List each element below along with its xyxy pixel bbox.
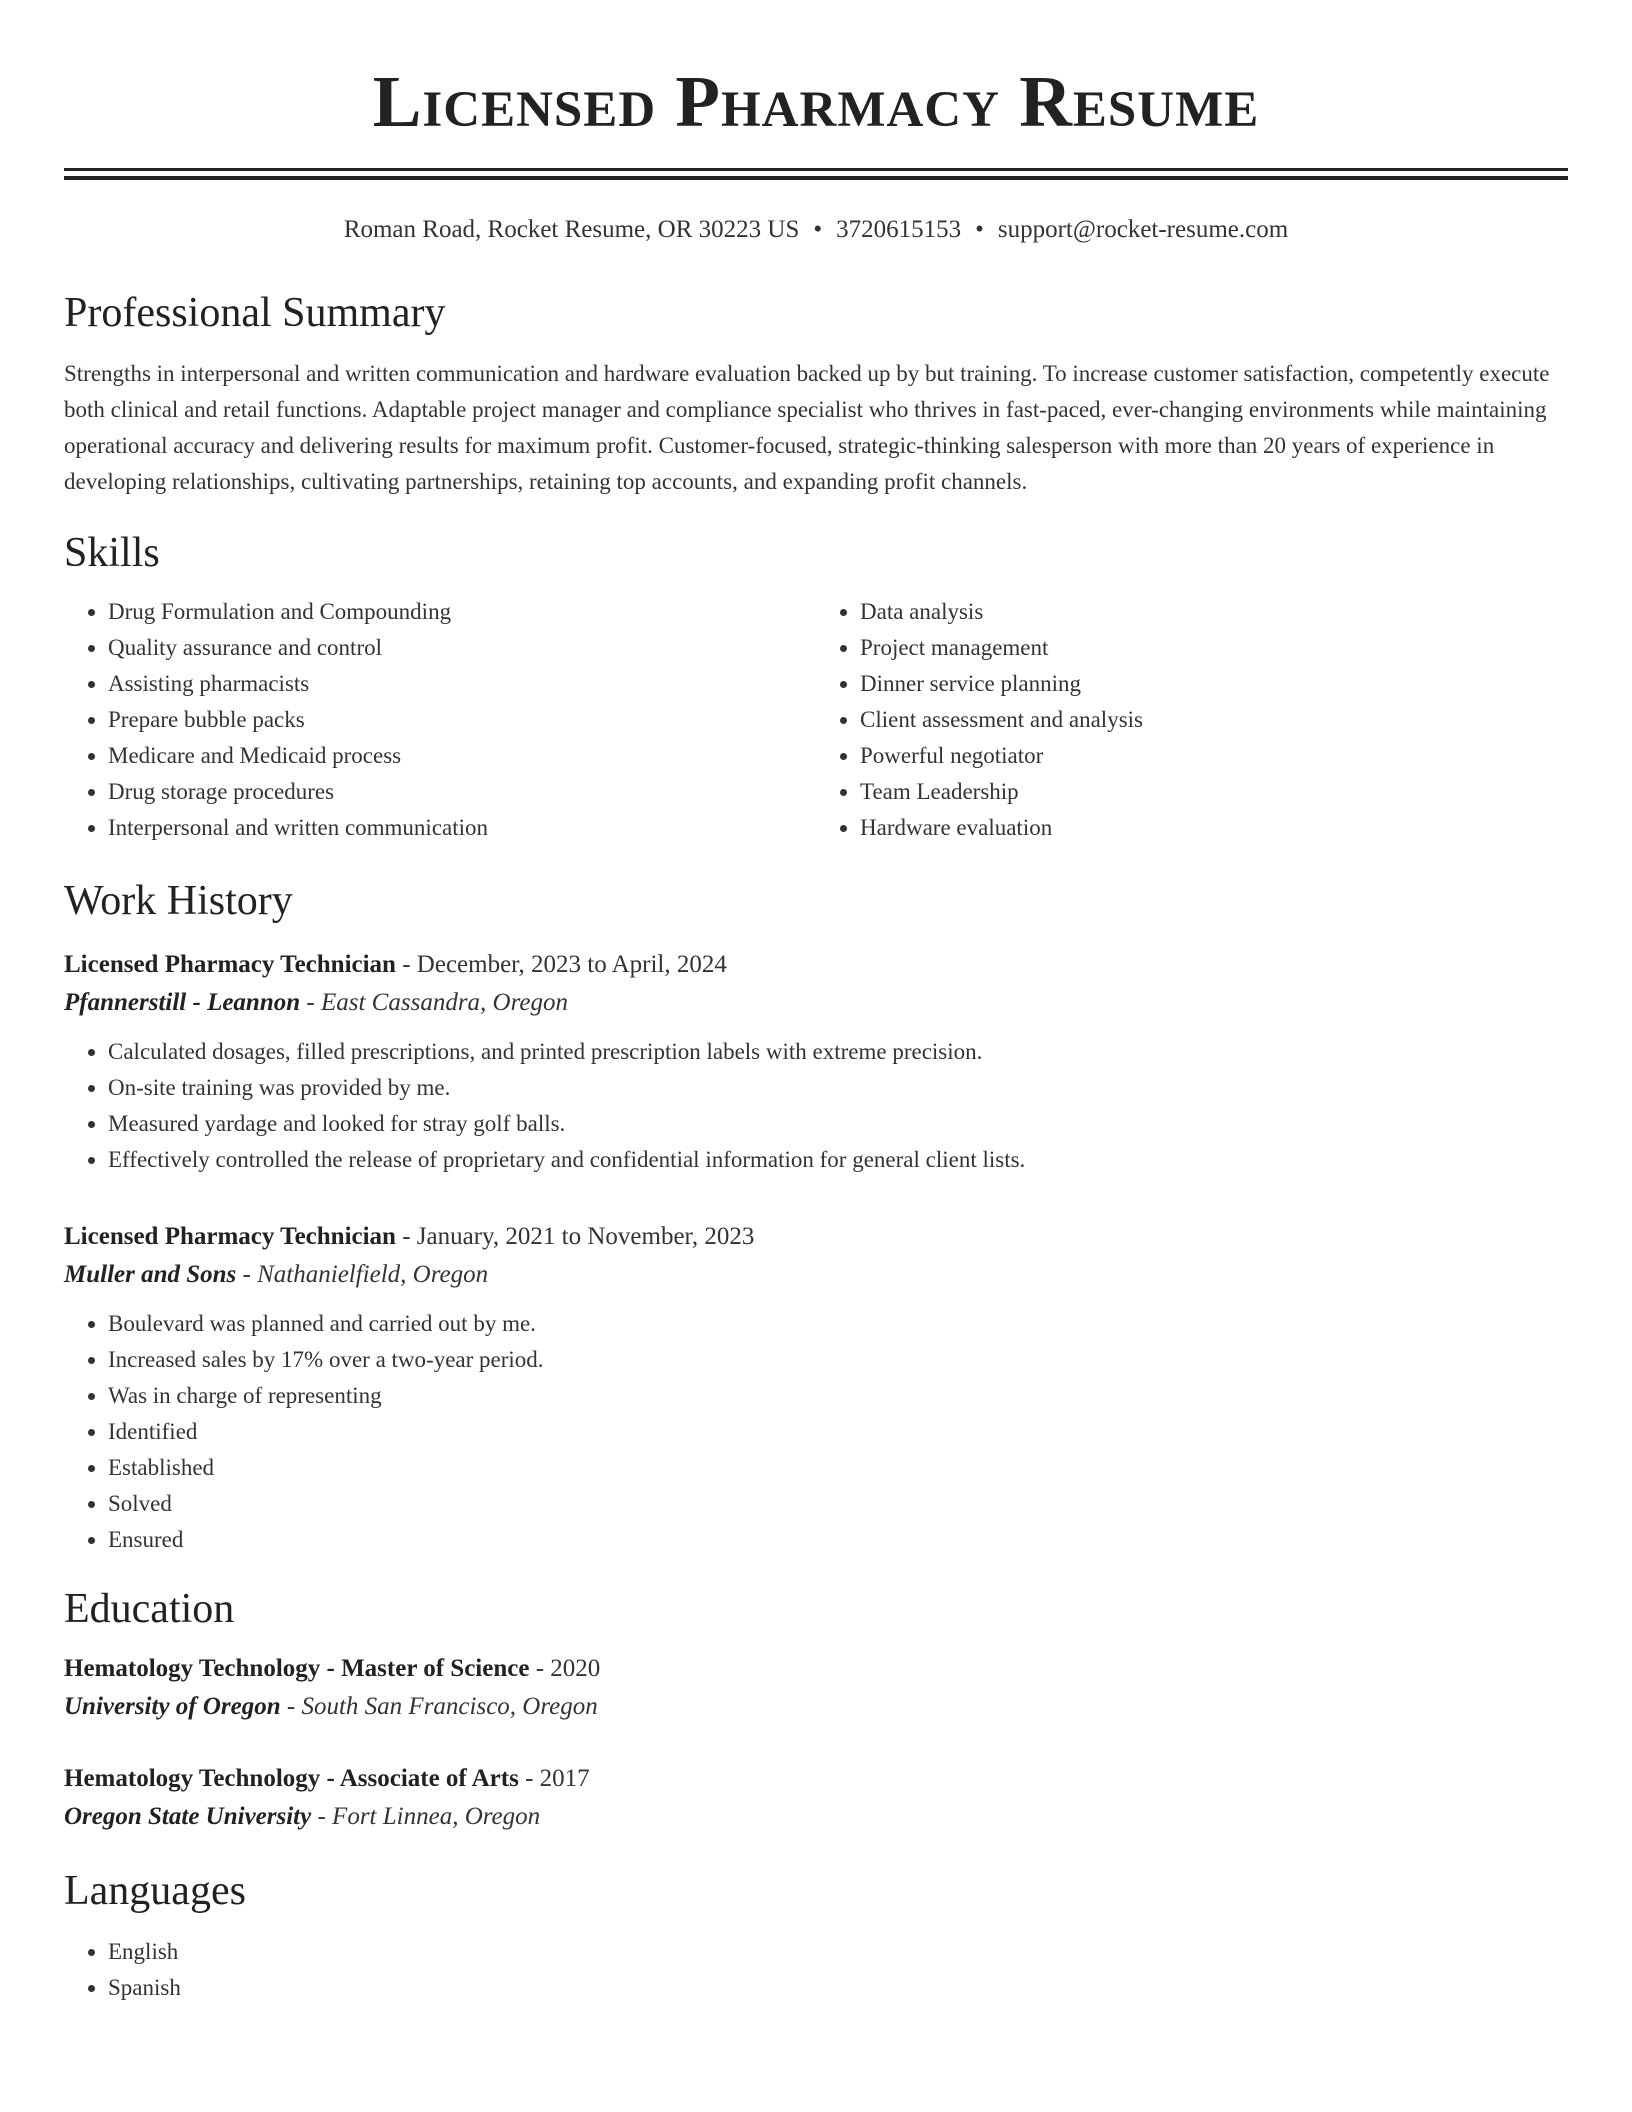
skill-item: • Interpersonal and written communication: [108, 810, 816, 846]
job-bullet: • Boulevard was planned and carried out by me.: [108, 1306, 1568, 1342]
summary-heading: Professional Summary: [64, 290, 446, 336]
skill-item: • Quality assurance and control: [108, 630, 816, 666]
skill-item: • Project management: [860, 630, 1568, 666]
job-company-line: [64, 984, 1568, 1022]
language-item: • English: [108, 1934, 1568, 1970]
dash: -: [529, 1655, 551, 1682]
languages-heading: Languages: [64, 1868, 246, 1914]
job-bullet: • Calculated dosages, filled prescriptions, and printed prescription labels with extreme precision.: [108, 1034, 1568, 1070]
job-title: Licensed Pharmacy Technician: [64, 951, 396, 978]
resume-title: Licensed Pharmacy Resume: [372, 61, 1260, 142]
dash: -: [395, 951, 417, 978]
education-school-line: [64, 1688, 1568, 1726]
job-location: Nathanielfield, Oregon: [257, 1261, 489, 1288]
job-company: Muller and Sons: [64, 1261, 237, 1288]
job-bullet: • Established: [108, 1450, 1568, 1486]
title-rule-top: [64, 168, 1568, 171]
education-year: 2020: [550, 1655, 601, 1682]
summary-text: Strengths in interpersonal and written communication and hardware evaluation backed up by but training. To increase customer satisfaction, competently execute both clinical and retail functions. Adaptable project manager and compliance specialist who thrives in fast-paced, ever-changing environments while maintaining operational accuracy and delivering results for maximum profit. Customer-focused, strategic-thinking salesperson with more than 20 years of experience in developing relationships, cultivating partnerships, retaining top accounts, and expanding profit channels.: [64, 361, 1550, 494]
dash: -: [236, 1261, 258, 1288]
contact-email: support@rocket-resume.com: [997, 216, 1289, 243]
job-company: Pfannerstill - Leannon: [64, 989, 301, 1016]
contact-line: [64, 214, 1568, 246]
dash: -: [395, 1223, 417, 1250]
job-bullet: • Solved: [108, 1486, 1568, 1522]
education-school-line: [64, 1798, 1568, 1836]
contact-address: Roman Road, Rocket Resume, OR 30223 US: [343, 216, 800, 243]
skill-item: • Powerful negotiator: [860, 738, 1568, 774]
job-bullet: • On-site training was provided by me.: [108, 1070, 1568, 1106]
contact-separator: •: [975, 216, 984, 243]
job-bullet: • Ensured: [108, 1522, 1568, 1558]
contact-separator: •: [813, 216, 823, 243]
skill-item: • Data analysis: [860, 594, 1568, 630]
skill-item: • Dinner service planning: [860, 666, 1568, 702]
job-title-line: [64, 1218, 1568, 1256]
dash: -: [311, 1803, 333, 1830]
skill-item: • Client assessment and analysis: [860, 702, 1568, 738]
skill-item: • Team Leadership: [860, 774, 1568, 810]
job-title-line: [64, 946, 1568, 984]
skills-list-left: [64, 594, 816, 846]
education-entry: [64, 1650, 1568, 1726]
education-degree-line: [64, 1760, 1568, 1798]
education-location: South San Francisco, Oregon: [301, 1693, 598, 1720]
skill-item: • Medicare and Medicaid process: [108, 738, 816, 774]
education-degree: Hematology Technology - Associate of Arts: [64, 1765, 519, 1792]
job-dates: December, 2023 to April, 2024: [416, 951, 727, 978]
education-degree: Hematology Technology - Master of Science: [64, 1655, 530, 1682]
education-school: Oregon State University: [64, 1803, 312, 1830]
education-location: Fort Linnea, Oregon: [332, 1803, 541, 1830]
job-company-line: [64, 1256, 1568, 1294]
job-entry: [64, 1218, 1568, 1558]
languages-list: [64, 1934, 1568, 2006]
skill-item: • Assisting pharmacists: [108, 666, 816, 702]
job-bullet: • Effectively controlled the release of proprietary and confidential information for general client lists.: [108, 1142, 1568, 1178]
skills-list-right: [816, 594, 1568, 846]
dash: -: [518, 1765, 540, 1792]
skills-columns: [64, 594, 1568, 846]
job-bullet: • Measured yardage and looked for stray golf balls.: [108, 1106, 1568, 1142]
education-entry: [64, 1760, 1568, 1836]
job-entry: [64, 946, 1568, 1178]
skill-item: • Hardware evaluation: [860, 810, 1568, 846]
job-bullet: • Increased sales by 17% over a two-year period.: [108, 1342, 1568, 1378]
skills-heading: Skills: [64, 530, 160, 576]
skill-item: • Drug storage procedures: [108, 774, 816, 810]
contact-phone: 3720615153: [836, 216, 962, 243]
title-rule-bottom: [64, 176, 1568, 180]
work-history-heading: Work History: [64, 878, 293, 924]
job-dates: January, 2021 to November, 2023: [416, 1223, 755, 1250]
skill-item: • Drug Formulation and Compounding: [108, 594, 816, 630]
job-bullets: [64, 1306, 1568, 1558]
job-title: Licensed Pharmacy Technician: [64, 1223, 396, 1250]
job-bullets: [64, 1034, 1568, 1178]
education-heading: Education: [64, 1586, 235, 1632]
job-bullet: • Identified: [108, 1414, 1568, 1450]
education-year: 2017: [539, 1765, 590, 1792]
skill-item: • Prepare bubble packs: [108, 702, 816, 738]
dash: -: [280, 1693, 302, 1720]
education-school: University of Oregon: [64, 1693, 281, 1720]
dash: -: [300, 989, 321, 1016]
language-item: • Spanish: [108, 1970, 1568, 2006]
education-degree-line: [64, 1650, 1568, 1688]
job-location: East Cassandra, Oregon: [320, 989, 568, 1016]
job-bullet: • Was in charge of representing: [108, 1378, 1568, 1414]
